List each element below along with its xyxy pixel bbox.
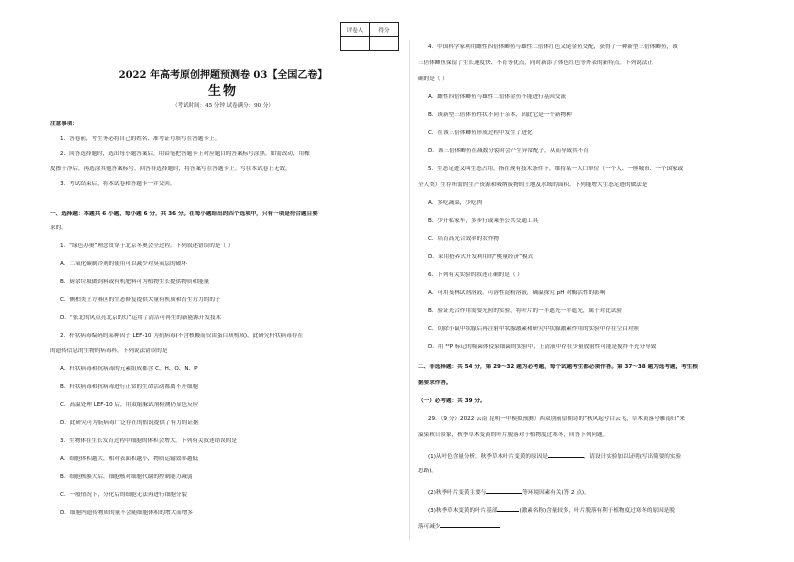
q2-option-a: A．杆状病毒和抗病毒的元素组成都含 C、H、O、N、P [60,366,198,372]
q1-option-b: B．厨余垃圾做饲料或有机肥料可为植物生长提供物质和能量 [60,279,210,285]
q29-stem: 29．（9 分）2022 云南 昆明一中模拟预测）西双别前留佣诗的“秋风起兮白云飞，草木黄落兮雁南归”来 [428,416,685,422]
q2-stem: 2．杆状病毒编码的某种因子 LEF-10 为抗病毒(不含核酸而仅由蛋白质构成)，此研究杆状病毒存在 [60,333,304,339]
q29-part2-text: (2)秋季叶片变黄主要与 [428,490,487,496]
section2-heading-cont: 据要求作答。 [418,380,452,386]
column-divider [409,40,410,540]
q2-option-d: D．此研究可为朊病毒广泛存在的假说提供了有力的证据 [60,420,199,426]
score-table-blank [341,37,370,51]
q1-option-d: D．“张北的风点亮北京的灯”运用了清洁可再生的新能源开发技术 [60,315,222,321]
q4-option-c: C．在该三倍体鲫鱼形成过程中发生了进化 [428,130,533,136]
q29-part2 [418,488,764,497]
section1-heading: 一、选择题：本题共 6 小题，每小题 6 分，共 36 分。在每小题给出的四个选项中，只有一项是符合题目要 [50,211,318,217]
notice-item: 2．回答选择题时，选出每小题答案后，用铅笔把答题卡上对应题目的答案标号涂黑。如需改动，用橡 [60,151,310,157]
q29-part1-tail: 思路)。 [418,468,437,474]
q3-stem: 3．生物体在生长发育过程中细胞的体积会增大。下列有关叙述错误的是 [60,438,237,444]
notice-item: 皮擦干净后，再选涂其他答案标号。回答非选择题时，将答案写在答题卡上。写在本试卷上无效。 [50,166,291,172]
q29-part3-text: (3)秋季草木变黄的叶片基部 [428,508,498,514]
answer-blank[interactable] [548,452,584,458]
q1-option-a: A．二氧化碳制冷剂的使用可以减少对臭氧层的破坏 [60,261,187,267]
q4-stem-cont: 三倍体鲫鱼保留了生长速度快、不育等优点，同时新添了体色红色等外表的新特点。下列说法正 [418,60,653,66]
q6-option-c: C．切除小鼠甲状腺后再注射甲状腺激素和研究甲状腺激素作用的实验中存在空白对照 [428,326,639,332]
q5-option-d: D．采用搭养式开发利用的“桃量经济”模式 [428,254,534,260]
paper-meta: （考试时间：45 分钟 试卷满分：90 分） [172,103,274,109]
q4-option-d: D．该三倍体鲫鱼在减数分裂时会产生异常配子，从而导致其不育 [428,148,589,154]
q3-option-a: A．细胞体积越大，相对表面积越小，物质运输效率越低 [60,456,199,462]
answer-blank[interactable] [497,506,519,512]
section2-heading: 二、非选择题：共 54 分，第 29～32 题为必考题，每个试题考生都必须作答。第 37～38 题为选考题，考生根 [418,364,698,370]
q29-part1-text: (1)从叶色含量分析，秋季草木叶片变黄的原因是 [428,454,548,460]
paper-title: 2022 年高考原创押题预测卷 03【全国乙卷】 [118,70,328,81]
answer-blank[interactable] [440,522,500,528]
q29-stem-cont: 溢染秋日景象，秋季草木变黄的叶片脱落对于植物度过寒冬，回答下列问题。 [418,432,609,438]
q3-option-b: B．细胞核膜大后，细胞核对细胞代谢的控制能力减弱 [60,474,193,480]
q29-part3-tail: 落可减少 [418,524,441,530]
q6-option-b: B．验证光合作用需要光照的实验，将叶片的一半遮光一半遮光，属于对比试验 [428,308,623,314]
notice-item: 1．答卷前，考生务必将自己的姓名、准考证号填写在答题卡上。 [60,136,221,142]
paper-subject: 生物 [207,84,238,99]
q4-option-b: B．该新型三倍体鱼性状不同于亲本，因此它是一个新物种 [428,112,572,118]
score-table-grader: 评卷人 [341,23,370,37]
q4-option-a: A．雌性四倍体鲫鱼与雄性二倍体金鱼不能进行基因交流 [428,94,567,100]
q5-option-a: A．多吃蔬菜，少吃肉 [428,200,483,206]
q29-part3-text-cont: (激素名称)含量较多，叶片脱落有利于植物度过寒冬的原因是脱 [519,508,675,514]
q6-stem: 6．下列有关实验的叙述正确的是（ ） [428,272,523,278]
q4-stem-cont: 确的是（ ） [418,76,448,82]
q3-option-c: C．一般情况下，分化后的细胞无法再进行细胞分裂 [60,492,187,498]
q29-part1 [418,452,764,461]
q2-option-c: C．高温处理 LEF-10 后，用双缩脲试剂检测仍显色反应 [60,402,199,408]
q29-part3-cont [418,522,764,531]
q6-option-a: A．可用斐林试剂溶液，可溶性淀粉溶液，确温探究 pH 对酶活性的影响 [428,290,606,296]
q5-stem: 5．生态足迹又叫生态占用，指在现有技术条件下，维持某一人口单位（一个人、一座城市、一个国家或 [428,166,684,172]
q29-part3 [418,506,764,515]
section2-sub: （一）必考题：共 39 分。 [418,398,486,404]
q1-option-c: C．侧柏类土方赛区的生态修复提供大量有机质和育生方力的的子 [60,297,221,303]
answer-blank[interactable] [486,488,522,494]
q1-stem: 1．“绿色办奥”理念贯穿于北京冬奥会全过程。下列叙述错误的是（ ） [60,243,234,249]
q29-part1-text-cont: ，请设计实验加以证明(写出简要的实验 [583,454,682,460]
score-table [340,22,399,51]
q5-option-b: B．少开私家车，多步行或乘坐公共交通工具 [428,218,539,224]
notice-item: 3．考试结束后，将本试卷和答题卡一并交回。 [60,181,176,187]
q5-option-c: C．培育高光合效率的农作物 [428,236,500,242]
notice-heading: 注意事项： [50,121,78,127]
q4-stem: 4．中国科学家利用雌性四倍体鲫鱼与雄性二倍体红色又尾金鱼交配，获得了一种新型三倍体鲫鱼，该 [428,44,678,50]
q6-option-d: D．用 ³²P 标记的噬菌体侵染细菌的实验中，上清液中存在少量放射性可能是搅拌不充分导致 [428,344,657,350]
q3-option-d: D．细胞内遗传物质的量不会随细胞体积的增大而增多 [60,510,193,516]
q2-option-b: B．杆状病毒和抗病毒进行正常的生命活动都离不开细胞 [60,384,199,390]
q29-part1-cont [418,468,764,475]
score-table-score: 得分 [370,23,399,37]
score-table-blank [370,37,399,51]
section1-heading-cont: 求的。 [50,225,67,231]
q5-stem-cont: 全人类）生存所需的生产资源和吸纳废物的土地及水域的面积。下列能增大生态足迹的做法是 [418,182,648,188]
q29-part2-text-cont: 等环境因素有关(答 2 点)。 [522,490,590,496]
q2-stem-cont: 的遗传信息的生物的病毒科。下列说法错误的是 [50,348,168,354]
